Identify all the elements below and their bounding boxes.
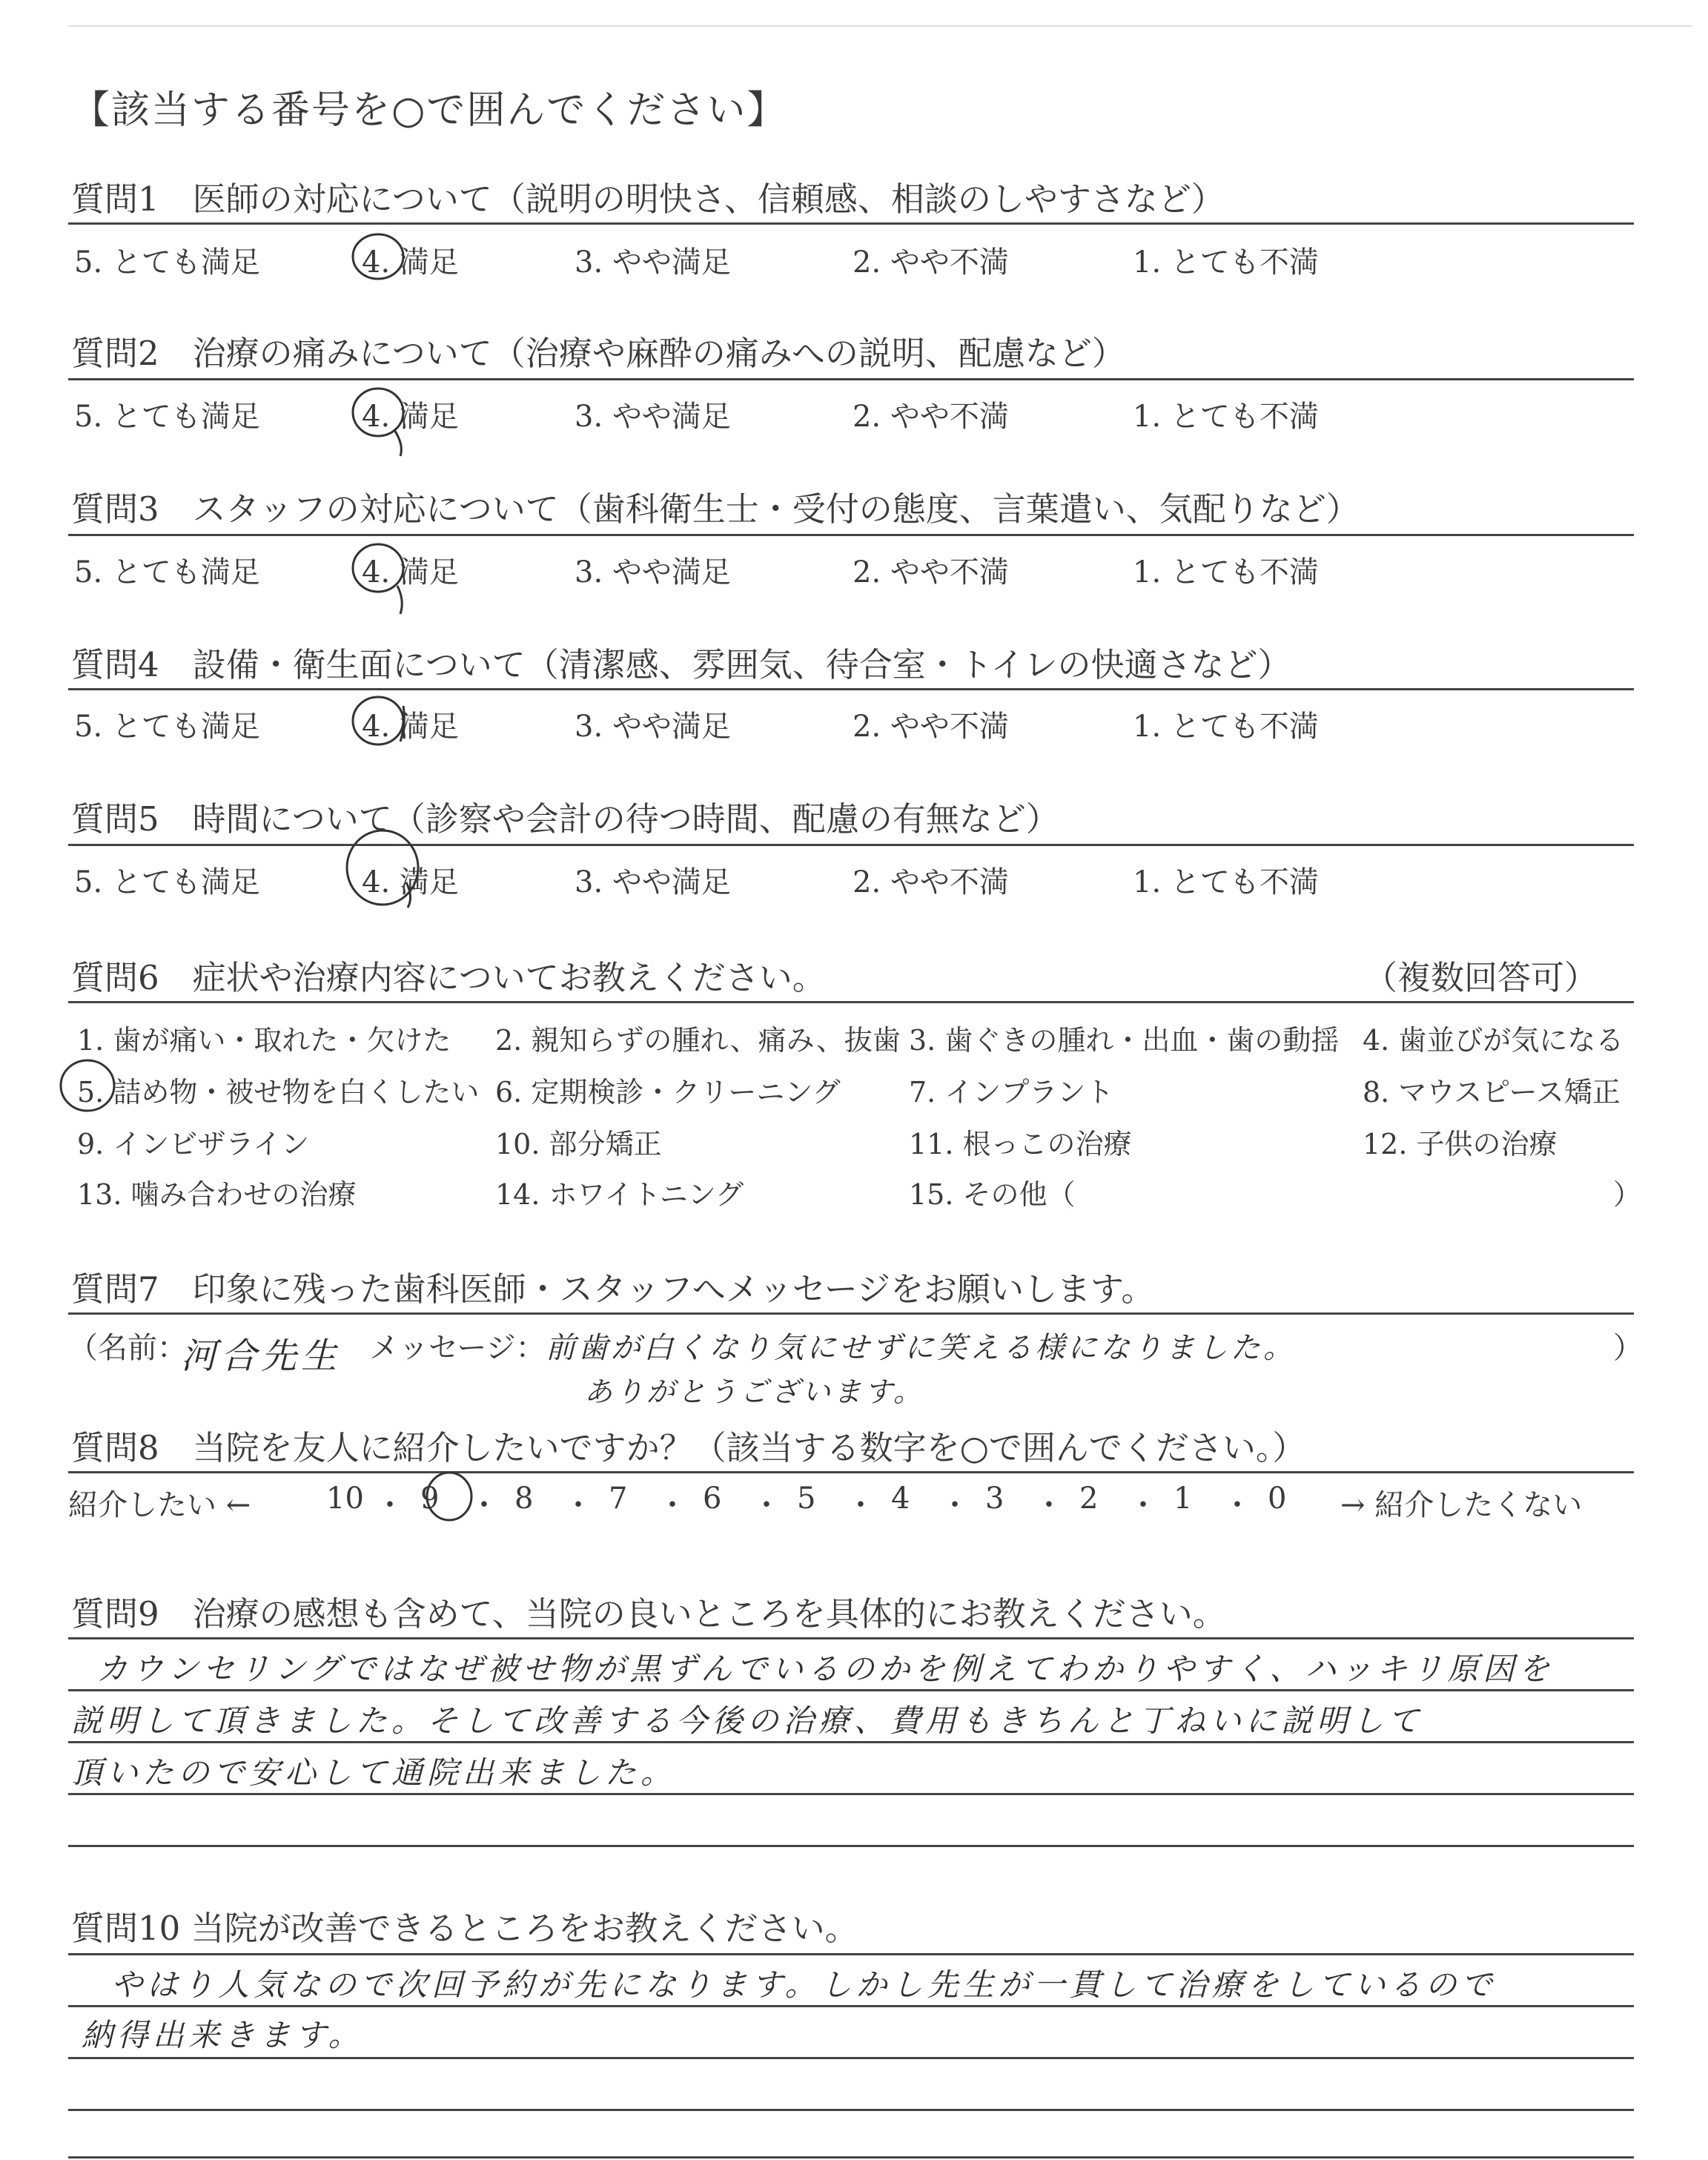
q7-title: 質問7 印象に残った歯科医師・スタッフへメッセージをお願いします。 xyxy=(71,1269,1155,1309)
q1-title: 質問1 医師の対応について（説明の明快さ、信頼感、相談のしやすさなど） xyxy=(71,179,1225,219)
q8-separator-dot: ・ xyxy=(1034,1488,1064,1522)
q6-note: （複数回答可） xyxy=(1364,958,1598,997)
q7-message-line-1[interactable]: 前歯が白くなり気にせずに笑える様になりました。 xyxy=(546,1331,1296,1365)
q2-option-3[interactable]: 3. やや満足 xyxy=(575,400,731,434)
q4-option-5[interactable]: 5. とても満足 xyxy=(74,710,260,744)
q6-other-close-paren: ） xyxy=(1613,1178,1642,1211)
q8-option-4[interactable]: 4 xyxy=(891,1482,910,1516)
q6-option-12[interactable]: 12. 子供の治療 xyxy=(1363,1128,1558,1160)
q5-option-3[interactable]: 3. やや満足 xyxy=(575,865,731,899)
q4-circle-mark xyxy=(353,697,403,744)
q6-option-2[interactable]: 2. 親知らずの腫れ、痛み、抜歯 xyxy=(495,1024,901,1057)
q2-circle-tail xyxy=(394,430,401,456)
q8-separator-dot: ・ xyxy=(375,1488,405,1522)
q8-option-9[interactable]: 9 xyxy=(420,1482,440,1516)
q5-option-2[interactable]: 2. やや不満 xyxy=(853,865,1009,899)
q10-title: 質問10 当院が改善できるところをお教えください。 xyxy=(71,1909,858,1948)
q6-option-4[interactable]: 4. 歯並びが気になる xyxy=(1363,1024,1624,1057)
q8-option-10[interactable]: 10 xyxy=(326,1482,364,1516)
q1-option-2[interactable]: 2. やや不満 xyxy=(853,245,1009,280)
q5-title: 質問5 時間について（診察や会計の待つ時間、配慮の有無など） xyxy=(71,799,1059,839)
q8-right-label: → 紹介したくない xyxy=(1340,1488,1583,1522)
q3-option-4[interactable]: 4. 満足 xyxy=(362,555,459,589)
q8-option-8[interactable]: 8 xyxy=(514,1482,534,1516)
q7-close-paren: ） xyxy=(1613,1331,1643,1365)
q8-separator-dot: ・ xyxy=(658,1488,687,1522)
q6-option-5[interactable]: 5. 詰め物・被せ物を白くしたい xyxy=(77,1076,480,1109)
q8-separator-dot: ・ xyxy=(752,1488,781,1522)
form-title: 【該当する番号を○で囲んでください】 xyxy=(71,88,787,133)
q8-option-6[interactable]: 6 xyxy=(703,1482,722,1516)
q4-option-4[interactable]: 4. 満足 xyxy=(362,710,459,744)
q9-answer-line-2[interactable]: 説明して頂きました。そして改善する今後の治療、費用もきちんと丁ねいに説明して xyxy=(71,1702,1424,1739)
q7-message-line-2[interactable]: ありがとうございます。 xyxy=(584,1375,924,1408)
q3-option-5[interactable]: 5. とても満足 xyxy=(74,555,260,589)
q7-name-value[interactable]: 河合先生 xyxy=(181,1335,342,1377)
q2-option-5[interactable]: 5. とても満足 xyxy=(74,400,260,434)
q10-answer-line-2[interactable]: 納得出来きます。 xyxy=(82,2017,364,2053)
q2-option-4[interactable]: 4. 満足 xyxy=(362,400,459,434)
q2-circle-mark xyxy=(353,389,403,436)
q9-answer-line-3[interactable]: 頂いたので安心して通院出来ました。 xyxy=(71,1754,677,1791)
q6-option-6[interactable]: 6. 定期検診・クリーニング xyxy=(495,1076,841,1109)
q1-circle-mark xyxy=(353,234,403,279)
q7-message-label: メッセージ： xyxy=(369,1331,546,1365)
q3-title: 質問3 スタッフの対応について（歯科衛生士・受付の態度、言葉遣い、気配りなど） xyxy=(71,489,1360,529)
q8-separator-dot: ・ xyxy=(469,1488,499,1522)
q10-answer-line-1[interactable]: やはり人気なので次回予約が先になります。しかし先生が一貫して治療をしているので xyxy=(111,1966,1497,2003)
q6-option-15[interactable]: 15. その他（ xyxy=(909,1178,1076,1211)
q2-option-2[interactable]: 2. やや不満 xyxy=(853,400,1009,434)
q9-answer-line-1[interactable]: カウンセリングではなぜ被せ物が黒ずんでいるのかを例えてわかりやすく、ハッキリ原因を xyxy=(96,1651,1555,1687)
q5-option-4[interactable]: 4. 満足 xyxy=(362,865,459,899)
q8-option-0[interactable]: 0 xyxy=(1268,1482,1287,1516)
q8-separator-dot: ・ xyxy=(940,1488,970,1522)
q6-option-11[interactable]: 11. 根っこの治療 xyxy=(909,1128,1132,1160)
q8-separator-dot: ・ xyxy=(563,1488,593,1522)
q8-separator-dot: ・ xyxy=(846,1488,875,1522)
q3-option-1[interactable]: 1. とても不満 xyxy=(1133,555,1319,589)
q4-title: 質問4 設備・衛生面について（清潔感、雰囲気、待合室・トイレの快適さなど） xyxy=(71,645,1291,684)
q8-separator-dot: ・ xyxy=(1128,1488,1158,1522)
q3-circle-mark xyxy=(353,544,403,592)
q8-option-2[interactable]: 2 xyxy=(1079,1482,1099,1516)
q5-circle-mark xyxy=(347,830,418,905)
q4-option-1[interactable]: 1. とても不満 xyxy=(1133,710,1319,744)
q6-title: 質問6 症状や治療内容についてお教えください。 xyxy=(71,958,826,997)
q8-option-1[interactable]: 1 xyxy=(1174,1482,1193,1516)
q6-option-10[interactable]: 10. 部分矯正 xyxy=(495,1128,662,1160)
q1-option-5[interactable]: 5. とても満足 xyxy=(74,245,260,280)
q6-option-7[interactable]: 7. インプラント xyxy=(909,1076,1114,1109)
q3-circle-tail xyxy=(397,586,402,614)
q6-circle-mark xyxy=(61,1060,114,1111)
q6-option-1[interactable]: 1. 歯が痛い・取れた・欠けた xyxy=(77,1024,451,1057)
q5-option-1[interactable]: 1. とても不満 xyxy=(1133,865,1319,899)
q8-option-7[interactable]: 7 xyxy=(609,1482,628,1516)
q8-title: 質問8 当院を友人に紹介したいですか？（該当する数字を○で囲んでください。） xyxy=(71,1428,1306,1467)
q1-option-3[interactable]: 3. やや満足 xyxy=(575,245,731,280)
q6-option-13[interactable]: 13. 噛み合わせの治療 xyxy=(77,1178,357,1211)
q6-option-9[interactable]: 9. インビザライン xyxy=(77,1128,310,1160)
q4-option-2[interactable]: 2. やや不満 xyxy=(853,710,1009,744)
q3-option-3[interactable]: 3. やや満足 xyxy=(575,555,731,589)
q4-option-3[interactable]: 3. やや満足 xyxy=(575,710,731,744)
q2-option-1[interactable]: 1. とても不満 xyxy=(1133,400,1319,434)
q6-option-14[interactable]: 14. ホワイトニング xyxy=(495,1178,744,1211)
q6-option-3[interactable]: 3. 歯ぐきの腫れ・出血・歯の動揺 xyxy=(909,1024,1340,1057)
q7-name-label: （名前： xyxy=(68,1331,187,1365)
q8-left-label: 紹介したい ← xyxy=(68,1488,251,1522)
q2-title: 質問2 治療の痛みについて（治療や麻酔の痛みへの説明、配慮など） xyxy=(71,334,1125,373)
q5-option-5[interactable]: 5. とても満足 xyxy=(74,865,260,899)
q1-option-4[interactable]: 4. 満足 xyxy=(362,245,459,280)
q6-option-8[interactable]: 8. マウスピース矯正 xyxy=(1363,1076,1621,1109)
q3-option-2[interactable]: 2. やや不満 xyxy=(853,555,1009,589)
q9-title: 質問9 治療の感想も含めて、当院の良いところを具体的にお教えください。 xyxy=(71,1594,1226,1634)
q8-option-3[interactable]: 3 xyxy=(985,1482,1004,1516)
q8-separator-dot: ・ xyxy=(1222,1488,1252,1522)
q1-option-1[interactable]: 1. とても不満 xyxy=(1133,245,1319,280)
q8-option-5[interactable]: 5 xyxy=(797,1482,816,1516)
q8-circle-mark xyxy=(427,1473,471,1520)
